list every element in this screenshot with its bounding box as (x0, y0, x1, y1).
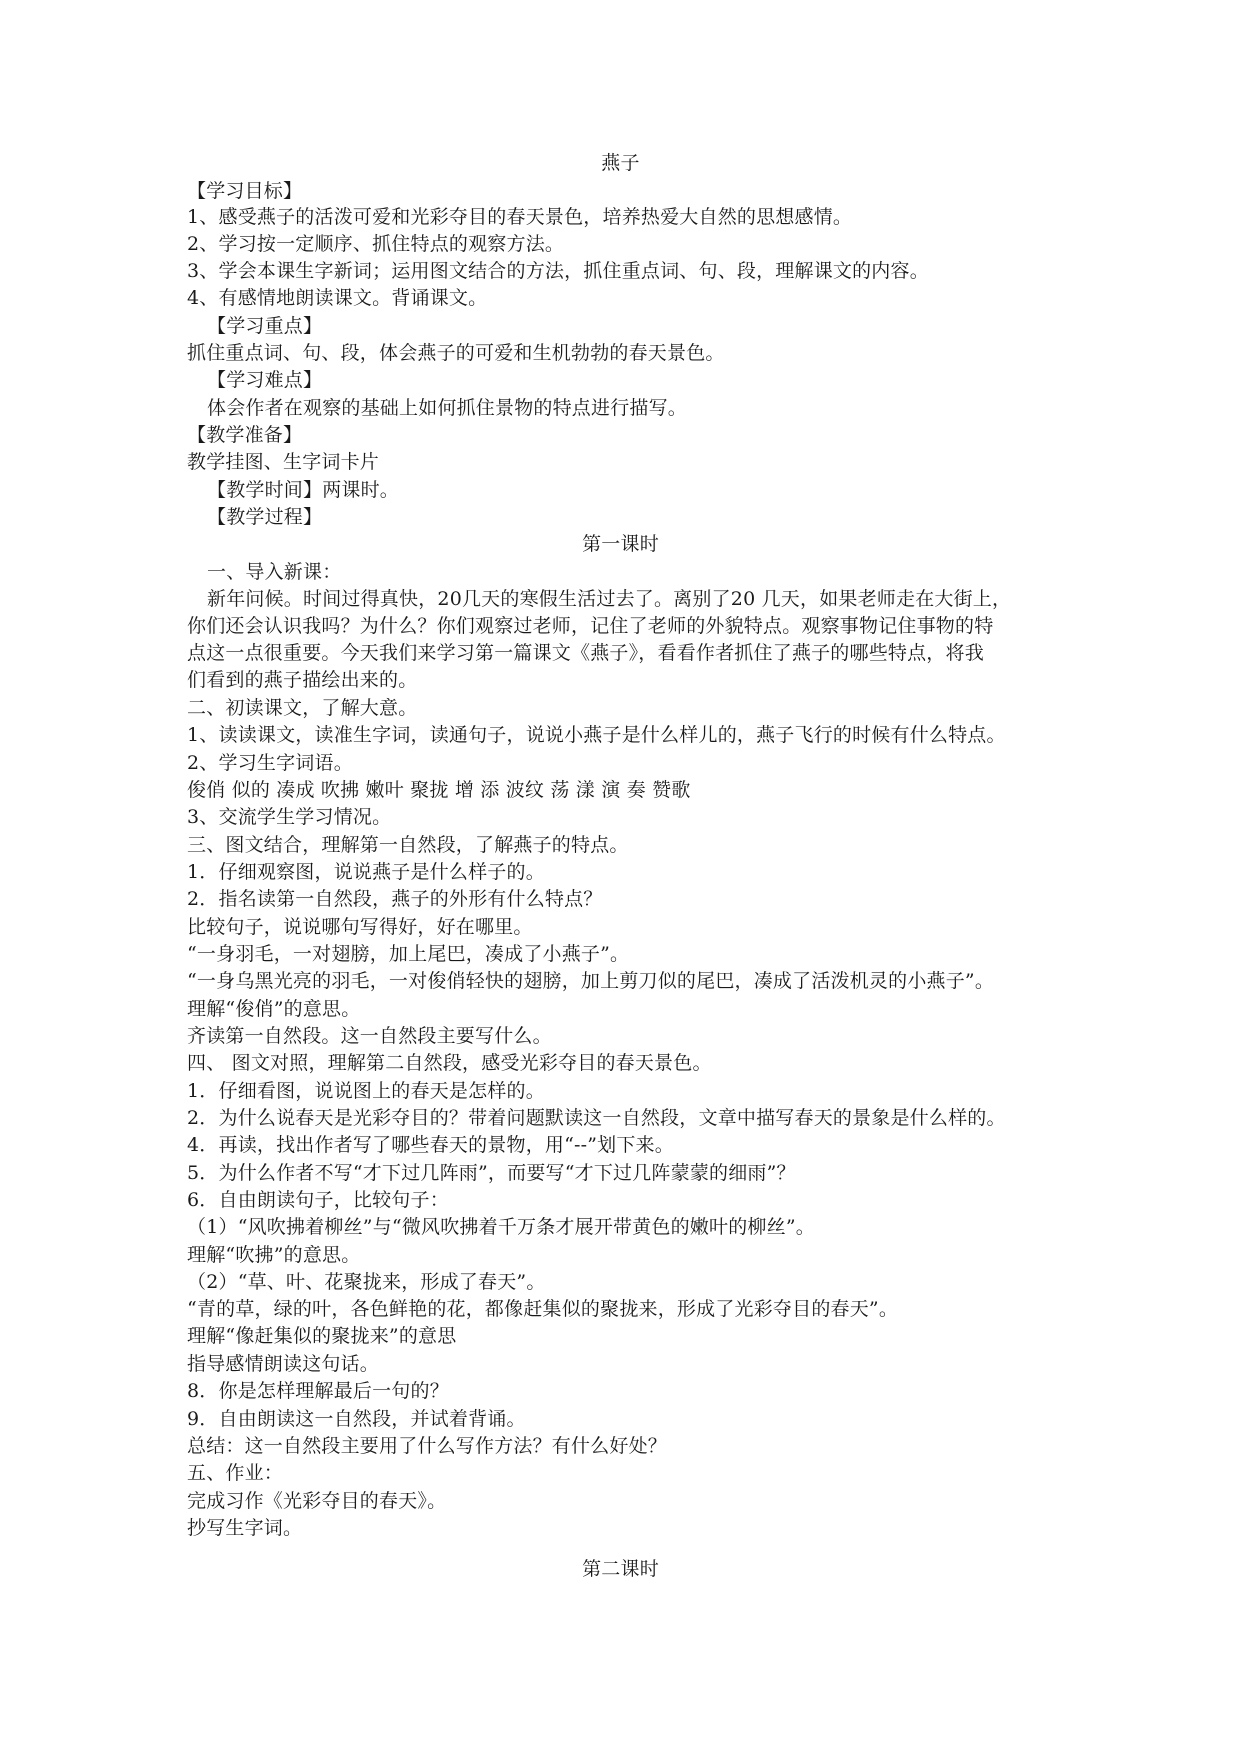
text-line: 2、学习按一定顺序、抓住特点的观察方法。 (187, 233, 565, 255)
text-line: 【教学准备】 (187, 424, 303, 446)
text-line: “青的草，绿的叶，各色鲜艳的花，都像赶集似的聚拢来，形成了光彩夺目的春天”。 (187, 1298, 899, 1320)
text-line: 6．自由朗读句子，比较句子： (187, 1189, 449, 1211)
text-line: 新年问候。时间过得真快，20几天的寒假生活过去了。离别了20 几天，如果老师走在大街上， (207, 588, 1012, 610)
text-line: 4、有感情地朗读课文。背诵课文。 (187, 287, 488, 309)
text-line: 抓住重点词、句、段，体会燕子的可爱和生机勃勃的春天景色。 (187, 342, 725, 364)
section-heading: 燕子 (601, 152, 640, 174)
text-line: 体会作者在观察的基础上如何抓住景物的特点进行描写。 (207, 397, 688, 419)
text-line: 2．为什么说春天是光彩夺目的？带着问题默读这一自然段，文章中描写春天的景象是什么样的。 (187, 1107, 1006, 1129)
text-line: 5．为什么作者不写“才下过几阵雨”，而要写“才下过几阵蒙蒙的细雨”？ (187, 1162, 796, 1184)
text-line: 理解“俊俏”的意思。 (187, 998, 361, 1020)
text-line: “一身乌黑光亮的羽毛，一对俊俏轻快的翅膀，加上剪刀似的尾巴，凑成了活泼机灵的小燕子”。 (187, 970, 995, 992)
text-line: 【学习目标】 (187, 180, 303, 202)
text-line: 四、 图文对照，理解第二自然段，感受光彩夺目的春天景色。 (187, 1052, 712, 1074)
text-line: 一、导入新课： (207, 561, 342, 583)
text-line: 指导感情朗读这句话。 (187, 1353, 380, 1375)
text-line: 点这一点很重要。今天我们来学习第一篇课文《燕子》，看看作者抓住了燕子的哪些特点，将我 (187, 642, 984, 664)
text-line: 你们还会认识我吗？为什么？你们观察过老师，记住了老师的外貌特点。观察事物记住事物的特 (187, 615, 994, 637)
text-line: 教学挂图、生字词卡片 (187, 451, 380, 473)
text-line: 8．你是怎样理解最后一句的？ (187, 1380, 449, 1402)
text-line: 3、交流学生学习情况。 (187, 806, 392, 828)
text-line: 们看到的燕子描绘出来的。 (187, 669, 418, 691)
text-line: 9．自由朗读这一自然段，并试着背诵。 (187, 1408, 526, 1430)
text-line: 3、学会本课生字新词；运用图文结合的方法，抓住重点词、句、段，理解课文的内容。 (187, 260, 929, 282)
text-line: 1．仔细看图，说说图上的春天是怎样的。 (187, 1080, 545, 1102)
text-line: 比较句子，说说哪句写得好，好在哪里。 (187, 916, 533, 938)
text-line: 【教学过程】 (207, 506, 323, 528)
text-line: 完成习作《光彩夺目的春天》。 (187, 1490, 447, 1512)
text-line: 2、学习生字词语。 (187, 752, 353, 774)
text-line: 三、图文结合，理解第一自然段，了解燕子的特点。 (187, 834, 629, 856)
text-line: 2．指名读第一自然段，燕子的外形有什么特点？ (187, 888, 603, 910)
text-line: 【教学时间】两课时。 (207, 479, 400, 501)
text-line: 理解“像赶集似的聚拢来”的意思 (187, 1325, 457, 1347)
text-line: 俊俏 似的 凑成 吹拂 嫩叶 聚拢 增 添 波纹 荡 漾 演 奏 赞歌 (187, 779, 691, 801)
text-line: 【学习难点】 (207, 369, 323, 391)
text-line: 二、初读课文，了解大意。 (187, 697, 418, 719)
text-line: 五、作业： (187, 1462, 284, 1484)
text-line: “一身羽毛，一对翅膀，加上尾巴，凑成了小燕子”。 (187, 943, 630, 965)
text-line: （1）“风吹拂着柳丝”与“微风吹拂着千万条才展开带黄色的嫩叶的柳丝”。 (187, 1216, 815, 1238)
section-heading: 第二课时 (582, 1558, 659, 1580)
text-line: 抄写生字词。 (187, 1517, 303, 1539)
text-line: 1、感受燕子的活泼可爱和光彩夺目的春天景色，培养热爱大自然的思想感情。 (187, 206, 853, 228)
text-line: 总结：这一自然段主要用了什么写作方法？有什么好处？ (187, 1435, 668, 1457)
text-line: 【学习重点】 (207, 315, 323, 337)
text-line: 齐读第一自然段。这一自然段主要写什么。 (187, 1025, 552, 1047)
text-line: 1、读读课文，读准生字词，读通句子，说说小燕子是什么样儿的，燕子飞行的时候有什么特点。 (187, 724, 1006, 746)
text-line: 1．仔细观察图，说说燕子是什么样子的。 (187, 861, 545, 883)
text-line: 理解“吹拂”的意思。 (187, 1244, 361, 1266)
section-heading: 第一课时 (582, 533, 659, 555)
text-line: （2）“草、叶、花聚拢来，形成了春天”。 (187, 1271, 546, 1293)
text-line: 4．再读，找出作者写了哪些春天的景物，用“--”划下来。 (187, 1134, 674, 1156)
